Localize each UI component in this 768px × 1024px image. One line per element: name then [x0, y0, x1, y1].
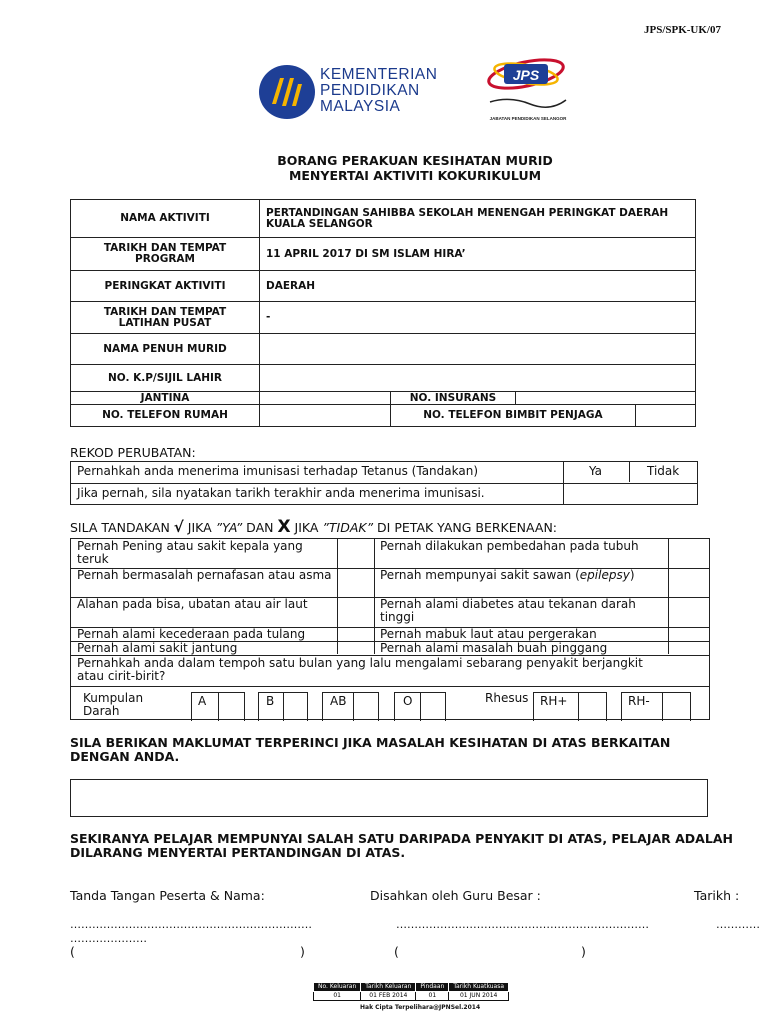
footer-v3: 01 JUN 2014 [449, 992, 509, 1001]
maklumat-heading: SILA BERIKAN MAKLUMAT TERPERINCI JIKA MASALAH KESIHATAN DI ATAS BERKAITAN DENGAN ANDA. [70, 735, 671, 764]
footer-v0: 01 [314, 992, 361, 1001]
label-tarikh-latihan: TARIKH DAN TEMPAT LATIHAN PUSAT [71, 302, 260, 334]
tandakan-instruction: SILA TANDAKAN √ JIKA ”YA” DAN X JIKA ”TIDAK” DI PETAK YANG BERKENAAN: [70, 517, 558, 537]
cond-left-4: Pernah alami sakit jantung [77, 641, 238, 655]
value-telefon-rumah[interactable] [260, 405, 391, 427]
label-nama-penuh: NAMA PENUH MURID [71, 334, 260, 365]
cond-berjangkit: Pernahkah anda dalam tempoh satu bulan yang lalu mengalami sebarang penyakit berjangkit atau cirit-birit? [77, 656, 643, 683]
blood-o-box[interactable]: O [394, 692, 446, 721]
kpm-line1: KEMENTERIAN [320, 66, 438, 83]
label-jantina: JANTINA [71, 392, 260, 405]
value-peringkat[interactable]: DAERAH [260, 271, 696, 302]
footer-h2: Pindaan [416, 983, 449, 992]
cond-left-1: Pernah bermasalah pernafasan atau asma [77, 568, 332, 582]
value-telefon-bimbit[interactable] [635, 405, 695, 427]
footer-h0: No. Keluaran [314, 983, 361, 992]
jps-emblem-icon [480, 52, 576, 126]
footer-v2: 01 [416, 992, 449, 1001]
rekod-heading: REKOD PERUBATAN: [70, 445, 196, 460]
tick-icon: √ [173, 518, 184, 536]
signature-tarikh-line[interactable]: ………… [716, 918, 760, 931]
cross-icon: X [277, 517, 291, 537]
rhesus-positive-box[interactable]: RH+ [533, 692, 607, 721]
footer-h3: Tarikh Kuatkuasa [449, 983, 509, 992]
cond-right-2: Pernah alami diabetes atau tekanan darah tinggi [380, 597, 636, 624]
rekod-q2: Jika pernah, sila nyatakan tarikh terakhir anda menerima imunisasi. [77, 486, 485, 500]
label-insurans: NO. INSURANS [391, 392, 516, 405]
maklumat-field[interactable] [70, 779, 708, 817]
blood-b-box[interactable]: B [258, 692, 308, 721]
rekod-q1: Pernahkah anda menerima imunisasi terhadap Tetanus (Tandakan) [77, 464, 479, 478]
blood-ab-box[interactable]: AB [322, 692, 379, 721]
cond-right-3: Pernah mabuk laut atau pergerakan [380, 627, 597, 641]
blood-label: Kumpulan Darah [83, 691, 144, 718]
jps-caption: JABATAN PENDIDIKAN SELANGOR [489, 116, 567, 121]
value-jantina[interactable] [260, 392, 391, 405]
label-nama-aktiviti: NAMA AKTIVITI [71, 200, 260, 238]
cond-left-2: Alahan pada bisa, ubatan atau air laut [77, 597, 308, 611]
value-tarikh-latihan[interactable]: - [260, 302, 696, 334]
peserta-paren-open: ( [70, 944, 75, 959]
cond-right-4: Pernah alami masalah buah pinggang [380, 641, 608, 655]
jps-logo [480, 52, 576, 126]
kpm-logo [258, 64, 458, 120]
cond-left-0: Pernah Pening atau sakit kepala yang teruk [77, 539, 303, 566]
kpm-emblem-icon [258, 64, 316, 120]
signature-peserta-line[interactable]: ………………………………………………………… [70, 918, 312, 931]
conditions-table [70, 538, 710, 720]
label-kp: NO. K.P/SIJIL LAHIR [71, 365, 260, 392]
rekod-ya[interactable]: Ya [589, 464, 603, 478]
cond-right-0: Pernah dilakukan pembedahan pada tubuh [380, 539, 639, 553]
label-telefon-rumah: NO. TELEFON RUMAH [71, 405, 260, 427]
signature-peserta-label: Tanda Tangan Peserta & Nama: [70, 888, 265, 903]
form-code: JPS/SPK-UK/07 [643, 24, 721, 36]
kpm-line3: MALAYSIA [320, 98, 401, 115]
rekod-table [70, 461, 698, 505]
cond-right-1: Pernah mempunyai sakit sawan (epilepsy) [380, 568, 635, 582]
warning-text: SEKIRANYA PELAJAR MEMPUNYAI SALAH SATU DARIPADA PENYAKIT DI ATAS, PELAJAR ADALAH DILARANG MENYERTAI PERTANDINGAN DI ATAS. [70, 831, 733, 860]
rhesus-negative-box[interactable]: RH- [621, 692, 691, 721]
label-peringkat: PERINGKAT AKTIVITI [71, 271, 260, 302]
signature-tarikh-label: Tarikh : [694, 888, 740, 903]
form-title-line1: BORANG PERAKUAN KESIHATAN MURID [277, 153, 553, 168]
document-control-table [313, 982, 509, 1001]
label-tarikh-program: TARIKH DAN TEMPAT PROGRAM [71, 238, 260, 271]
value-kp[interactable] [260, 365, 696, 392]
value-tarikh-program[interactable]: 11 APRIL 2017 DI SM ISLAM HIRA’ [260, 238, 696, 271]
guru-paren-close: ) [581, 944, 586, 959]
label-telefon-bimbit: NO. TELEFON BIMBIT PENJAGA [391, 405, 636, 427]
form-title-line2: MENYERTAI AKTIVITI KOKURIKULUM [288, 168, 542, 183]
rekod-tidak[interactable]: Tidak [647, 464, 680, 478]
jps-abbr: JPS [512, 67, 540, 83]
kpm-line2: PENDIDIKAN [320, 82, 420, 99]
blood-a-box[interactable]: A [191, 692, 245, 721]
value-nama-penuh[interactable] [260, 334, 696, 365]
student-info-table [70, 199, 696, 427]
copyright: Hak Cipta Terpelihara@JPNSel.2014 [360, 1004, 481, 1011]
footer-v1: 01 FEB 2014 [361, 992, 416, 1001]
value-insurans[interactable] [516, 392, 696, 405]
rhesus-label: Rhesus [485, 691, 529, 705]
signature-peserta-line-2: ………………… [70, 932, 147, 945]
footer-h1: Tarikh Keluaran [361, 983, 416, 992]
guru-paren-open: ( [394, 944, 399, 959]
value-nama-aktiviti[interactable]: PERTANDINGAN SAHIBBA SEKOLAH MENENGAH PERINGKAT DAERAH KUALA SELANGOR [260, 200, 696, 238]
cond-left-3: Pernah alami kecederaan pada tulang [77, 627, 306, 641]
signature-guru-line[interactable]: …………………………………………………………… [396, 918, 649, 931]
peserta-paren-close: ) [300, 944, 305, 959]
signature-guru-label: Disahkan oleh Guru Besar : [370, 888, 541, 903]
